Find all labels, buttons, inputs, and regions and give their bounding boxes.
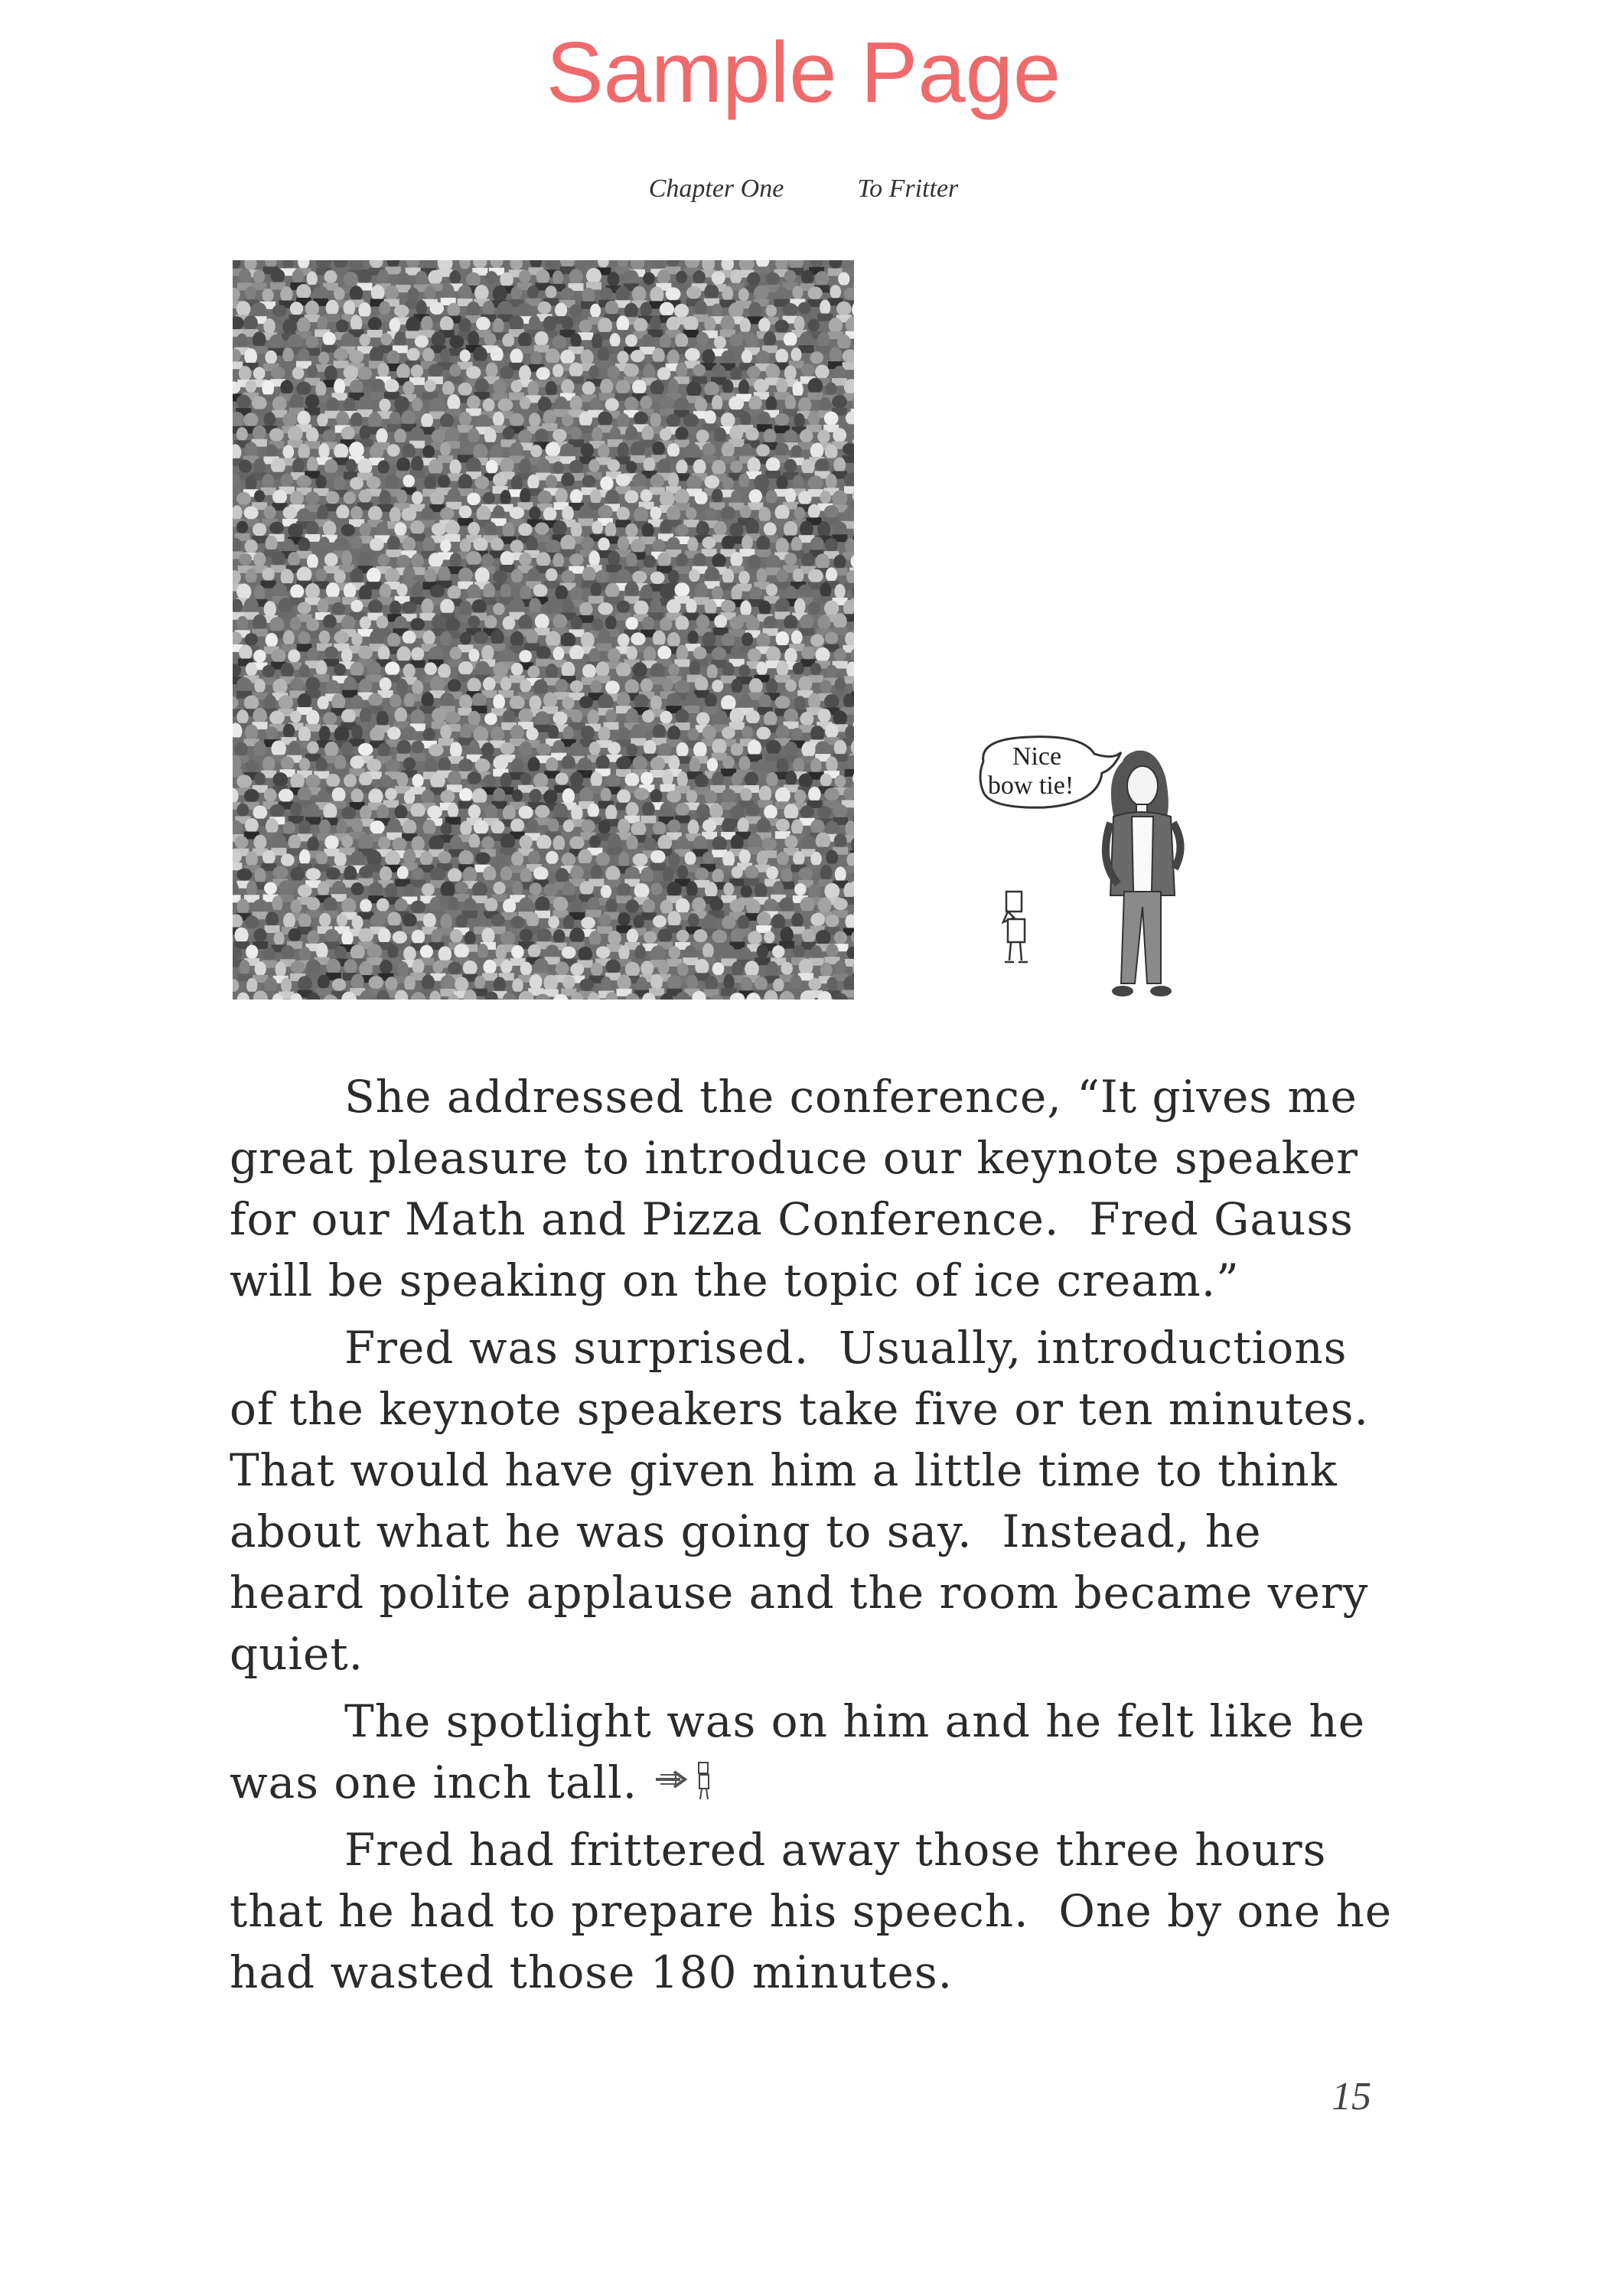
bubble-line-1: Nice bbox=[1012, 742, 1062, 771]
woman-figure bbox=[1106, 751, 1181, 996]
paragraph-3-text: The spotlight was on him and he felt like he was one inch tall. bbox=[230, 1695, 1380, 1808]
chapter-title: To Fritter bbox=[857, 174, 959, 203]
sample-page-watermark: Sample Page bbox=[546, 24, 1061, 120]
paragraph-4: Fred had frittered away those three hours that he had to prepare his speech. One by one he had wasted those 180 minutes. bbox=[230, 1824, 1407, 1998]
chapter-label: Chapter One bbox=[648, 174, 784, 203]
crowd-photo bbox=[233, 260, 854, 1000]
fred-figure bbox=[1003, 892, 1028, 962]
arrow-to-tiny-fred-icon bbox=[653, 1758, 726, 1802]
running-head bbox=[0, 174, 1607, 204]
cartoon-illustration bbox=[960, 731, 1236, 1014]
paragraph-2: Fred was surprised. Usually, introductions of the keynote speakers take five or ten minutes. That would have given him a little time to think about what he was going to say. Instead, he heard polite applause and the room became very quiet. bbox=[230, 1322, 1384, 1680]
paragraph-1: She addressed the conference, “It gives me great pleasure to introduce our keynote speaker for our Math and Pizza Conference. Fred Gauss will be speaking on the topic of ice cream.” bbox=[230, 1071, 1374, 1306]
paragraph-3 bbox=[230, 1691, 1393, 1813]
story-text bbox=[230, 1066, 1407, 2009]
bubble-line-2: bow tie! bbox=[987, 771, 1074, 800]
page-number: 15 bbox=[1332, 2075, 1371, 2118]
